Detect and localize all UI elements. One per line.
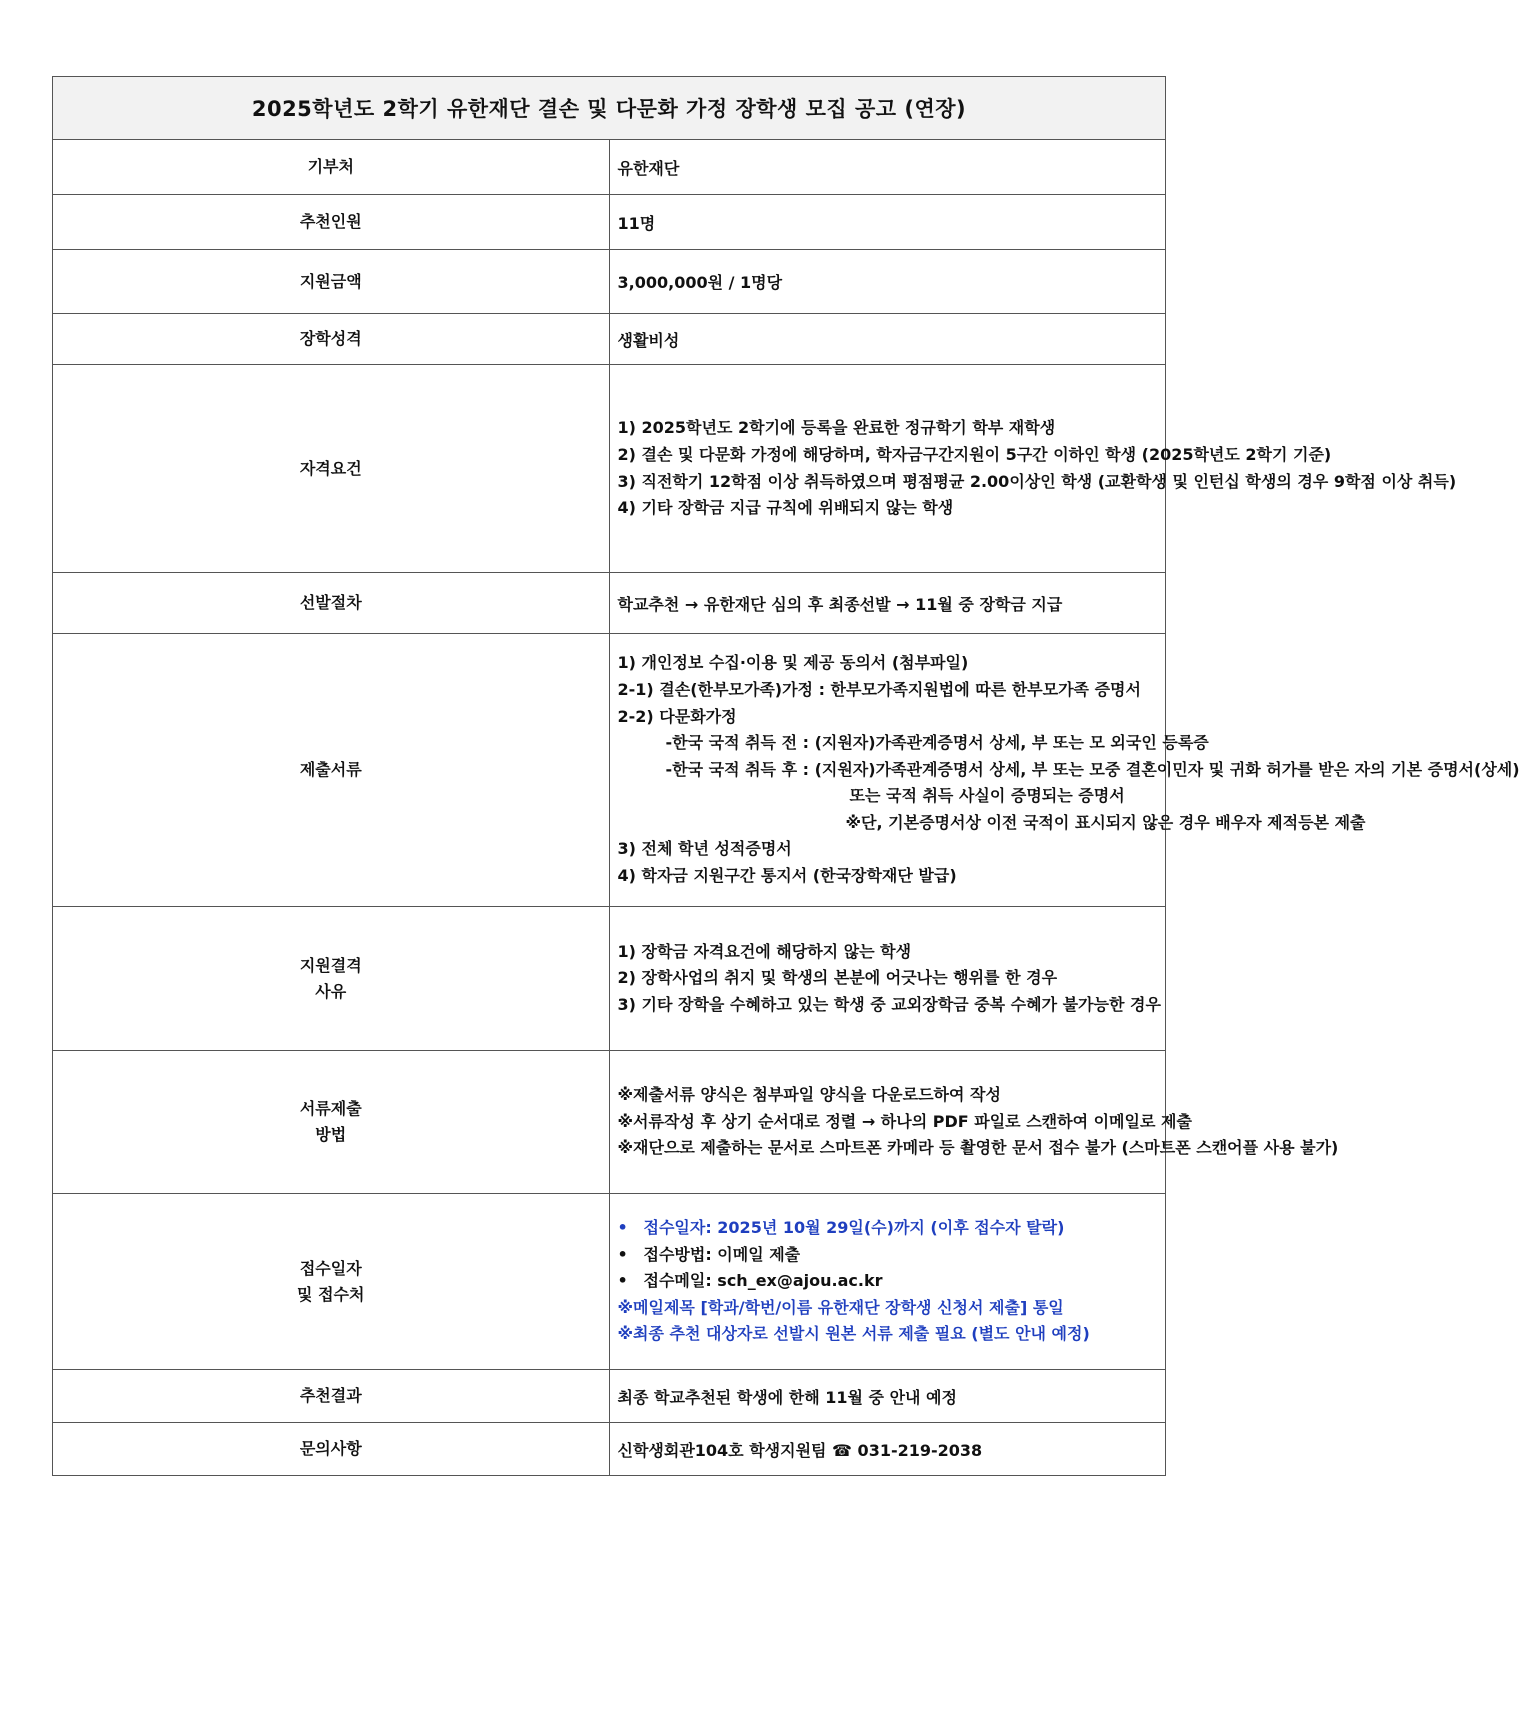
eligibility-list — [609, 365, 1457, 573]
submit-method-item: ※제출서류 양식은 첨부파일 양식을 다운로드하여 작성 — [617, 1085, 1001, 1105]
documents-list — [609, 634, 1520, 907]
reception-date — [618, 1215, 1158, 1242]
documents-item: -한국 국적 취득 전 : (지원자)가족관계증명서 상세, 부 또는 모 외국인 등록증 — [665, 733, 1209, 753]
eligibility-item: 3) 직전학기 12학점 이상 취득하였으며 평점평균 2.00이상인 학생 (교환학생 및 인턴십 학생의 경우 9학점 이상 취득) — [617, 471, 1457, 491]
row-selection — [53, 573, 1166, 634]
documents-item: 1) 개인정보 수집·이용 및 제공 동의서 (첨부파일) — [617, 653, 969, 673]
documents-note: ※단, 기본증명서상 이전 국적이 표시되지 않은 경우 배우자 제적등본 제출 — [845, 812, 1366, 832]
bullet-icon: • — [617, 1271, 628, 1291]
label-selection: 선발절차 — [53, 573, 610, 634]
bullet-icon: • — [617, 1244, 628, 1264]
reception-method-text: 접수방법: 이메일 제출 — [643, 1244, 801, 1264]
label-amount: 지원금액 — [53, 250, 610, 314]
eligibility-item: 4) 기타 장학금 지급 규칙에 위배되지 않는 학생 — [617, 498, 954, 518]
row-documents — [53, 634, 1166, 907]
value-selection: 학교추천 → 유한재단 심의 후 최종선발 → 11월 중 장학금 지급 — [609, 573, 1166, 634]
row-contact — [53, 1423, 1166, 1476]
submit-method-item: ※서류작성 후 상기 순서대로 정렬 → 하나의 PDF 파일로 스캔하여 이메일로 제출 — [617, 1111, 1192, 1131]
reception-method — [618, 1242, 1158, 1269]
label-donor: 기부처 — [53, 140, 610, 195]
submit-method-list — [609, 1051, 1339, 1194]
reception-note: ※메일제목 [학과/학번/이름 유한재단 장학생 신청서 제출] 통일 — [617, 1297, 1064, 1317]
bullet-icon: • — [617, 1218, 628, 1238]
reception-note: ※최종 추천 대상자로 선발시 원본 서류 제출 필요 (별도 안내 예정) — [617, 1324, 1090, 1344]
value-nature: 생활비성 — [609, 314, 1166, 365]
label-result: 추천결과 — [53, 1370, 610, 1423]
row-recommend-count — [53, 195, 1166, 250]
row-donor — [53, 140, 1166, 195]
label-reception — [53, 1194, 610, 1370]
documents-item: -한국 국적 취득 후 : (지원자)가족관계증명서 상세, 부 또는 모중 결혼이민자 및 귀화 허가를 받은 자의 기본 증명서(상세) — [665, 759, 1520, 779]
disqualify-list — [609, 907, 1166, 1051]
row-amount — [53, 250, 1166, 314]
label-eligibility: 자격요건 — [53, 365, 610, 573]
documents-item: 또는 국적 취득 사실이 증명되는 증명서 — [849, 786, 1125, 806]
row-nature — [53, 314, 1166, 365]
eligibility-item: 1) 2025학년도 2학기에 등록을 완료한 정규학기 학부 재학생 — [617, 418, 1056, 438]
disqualify-item: 2) 장학사업의 취지 및 학생의 본분에 어긋나는 행위를 한 경우 — [617, 968, 1058, 988]
reception-date-text: 접수일자: 2025년 10월 29일(수)까지 (이후 접수자 탈락) — [643, 1218, 1065, 1238]
documents-item: 2-1) 결손(한부모가족)가정 : 한부모가족지원법에 따른 한부모가족 증명서 — [617, 679, 1141, 699]
row-reception — [53, 1194, 1166, 1370]
reception-email-text: 접수메일: sch_ex@ajou.ac.kr — [643, 1271, 883, 1291]
row-eligibility — [53, 365, 1166, 573]
row-disqualify — [53, 907, 1166, 1051]
label-disqualify — [53, 907, 610, 1051]
value-recommend-count: 11명 — [609, 195, 1166, 250]
label-documents: 제출서류 — [53, 634, 610, 907]
label-reception-line2: 및 접수처 — [297, 1284, 365, 1304]
label-submit-method-line1: 서류제출 — [299, 1099, 362, 1118]
value-donor: 유한재단 — [609, 140, 1166, 195]
documents-item: 3) 전체 학년 성적증명서 — [617, 839, 792, 859]
label-nature: 장학성격 — [53, 314, 610, 365]
submit-method-item: ※재단으로 제출하는 문서로 스마트폰 카메라 등 촬영한 문서 접수 불가 (스마트폰 스캔어플 사용 불가) — [617, 1138, 1339, 1158]
disqualify-item: 3) 기타 장학을 수혜하고 있는 학생 중 교외장학금 중복 수혜가 불가능한 경우 — [617, 994, 1161, 1014]
documents-item: 2-2) 다문화가정 — [617, 706, 737, 726]
label-recommend-count: 추천인원 — [53, 195, 610, 250]
value-result: 최종 학교추천된 학생에 한해 11월 중 안내 예정 — [609, 1370, 1166, 1423]
label-disqualify-line2: 사유 — [315, 981, 347, 1001]
eligibility-item: 2) 결손 및 다문화 가정에 해당하며, 학자금구간지원이 5구간 이하인 학생 (2025학년도 2학기 기준) — [617, 444, 1332, 464]
row-result — [53, 1370, 1166, 1423]
disqualify-item: 1) 장학금 자격요건에 해당하지 않는 학생 — [617, 941, 912, 961]
reception-email — [618, 1268, 1158, 1295]
notice-table — [52, 76, 1520, 1476]
value-amount: 3,000,000원 / 1명당 — [609, 250, 1166, 314]
label-disqualify-line1: 지원결격 — [299, 955, 362, 975]
label-submit-method — [53, 1051, 610, 1194]
value-contact: 신학생회관104호 학생지원팀 ☎ 031-219-2038 — [609, 1423, 1166, 1476]
reception-list — [609, 1194, 1166, 1370]
row-submit-method — [53, 1051, 1166, 1194]
documents-item: 4) 학자금 지원구간 통지서 (한국장학재단 발급) — [617, 866, 957, 886]
label-submit-method-line2: 방법 — [315, 1125, 347, 1144]
label-contact: 문의사항 — [53, 1423, 610, 1476]
notice-title: 2025학년도 2학기 유한재단 결손 및 다문화 가정 장학생 모집 공고 (연장) — [53, 77, 1166, 140]
label-reception-line1: 접수일자 — [299, 1258, 362, 1278]
